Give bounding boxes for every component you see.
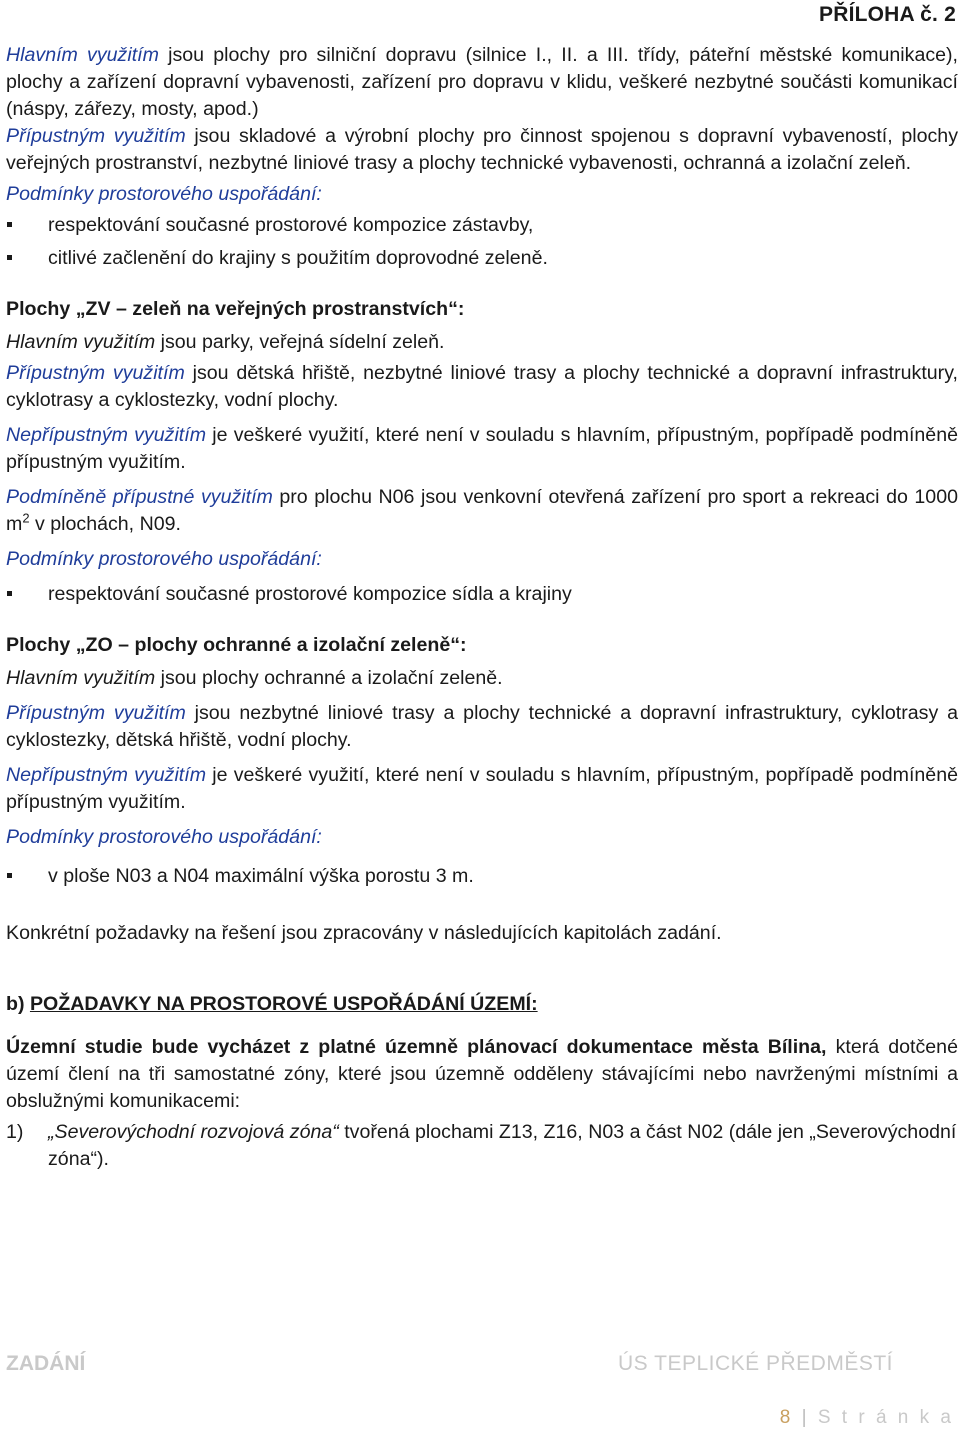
allowed-use-term: Přípustným využitím	[6, 125, 186, 147]
zv-allowed-use: Přípustným využitím jsou dětská hřiště, nezbytné liniové trasy a plochy technické a dopravní infrastruktury, cyklotrasy a cyklostezky, vodní plochy.	[6, 362, 958, 411]
bullet-square-icon	[7, 591, 12, 596]
zv-forbidden-use: Nepřípustným využitím je veškeré využití, které není v souladu s hlavním, přípustným, popřípadě podmíněně přípustným využitím.	[6, 424, 958, 473]
document-body	[6, 42, 958, 1173]
bullet-square-icon	[7, 255, 12, 260]
page-number: 8 | S t r á n k a	[779, 1407, 954, 1428]
zo-forbidden-use: Nepřípustným využitím je veškeré využití, které není v souladu s hlavním, přípustným, popřípadě podmíněně přípustným využitím.	[6, 764, 958, 813]
main-use-term: Hlavním využitím	[6, 44, 159, 66]
bullet-square-icon	[7, 222, 12, 227]
bullet-square-icon	[7, 873, 12, 878]
zv-main-use: Hlavním využitím jsou parky, veřejná sídelní zeleň.	[6, 331, 445, 353]
zv-conditions-heading: Podmínky prostorového uspořádání:	[6, 548, 322, 570]
footer-left: ZADÁNÍ	[6, 1352, 86, 1375]
zo-main-use: Hlavním využitím jsou plochy ochranné a izolační zeleně.	[6, 667, 503, 689]
section-b-intro: Územní studie bude vycházet z platné územně plánovací dokumentace města Bílina, která dotčené území člení na tři samostatné zóny, které jsou územně odděleny stávajícími nebo navrženými místními a obslužnými komunikacemi:	[6, 1036, 958, 1112]
section-zv-heading: Plochy „ZV – zeleň na veřejných prostranstvích“:	[6, 298, 465, 320]
main-use-text: jsou plochy pro silniční dopravu (silnice I., II. a III. třídy, páteřní městské komunikace), plochy a zařízení dopravní vybavenosti, zařízení pro dopravu v klidu, veškeré nezbytné součásti komunikací (náspy, zářezy, mosty, apod.)	[6, 44, 959, 120]
list-item: citlivé začlenění do krajiny s použitím doprovodné zeleně.	[6, 245, 958, 272]
section-b-heading: b) POŽADAVKY NA PROSTOROVÉ USPOŘÁDÁNÍ ÚZEMÍ:	[6, 993, 538, 1015]
section-zo-heading: Plochy „ZO – plochy ochranné a izolační zeleně“:	[6, 634, 467, 656]
list-item: respektování současné prostorové kompozice zástavby,	[6, 212, 958, 239]
zo-conditions-heading: Podmínky prostorového uspořádání:	[6, 826, 322, 848]
footer-right: ÚS TEPLICKÉ PŘEDMĚSTÍ	[618, 1352, 894, 1375]
concrete-requirements-text: Konkrétní požadavky na řešení jsou zpracovány v následujících kapitolách zadání.	[6, 922, 722, 944]
allowed-use-text: jsou skladové a výrobní plochy pro činnost spojenou s dopravní vybaveností, plochy veřejných prostranství, nezbytné liniové trasy a plochy technické vybavenosti, ochranná a izolační zeleň.	[6, 125, 959, 174]
list-item: respektování současné prostorové kompozice sídla a krajiny	[6, 581, 958, 608]
appendix-label: PŘÍLOHA č. 2	[819, 3, 956, 26]
conditions-heading: Podmínky prostorového uspořádání:	[6, 183, 322, 205]
zv-conditional-use: Podmíněně přípustné využitím pro plochu N06 jsou venkovní otevřená zařízení pro sport a rekreaci do 1000 $m^2$ v plochách, N09.	[6, 486, 958, 535]
allowed-use-paragraph	[6, 123, 958, 177]
main-use-paragraph	[6, 42, 958, 123]
numbered-item: 1) „Severovýchodní rozvojová zóna“ tvořená plochami Z13, Z16, N03 a část N02 (dále jen „Severovýchodní zóna“).	[6, 1121, 957, 1170]
list-item: v ploše N03 a N04 maximální výška porostu 3 m.	[6, 863, 958, 890]
zo-allowed-use: Přípustným využitím jsou nezbytné liniové trasy a plochy technické a dopravní infrastruktury, cyklotrasy a cyklostezky, dětská hřiště, vodní plochy.	[6, 702, 958, 751]
